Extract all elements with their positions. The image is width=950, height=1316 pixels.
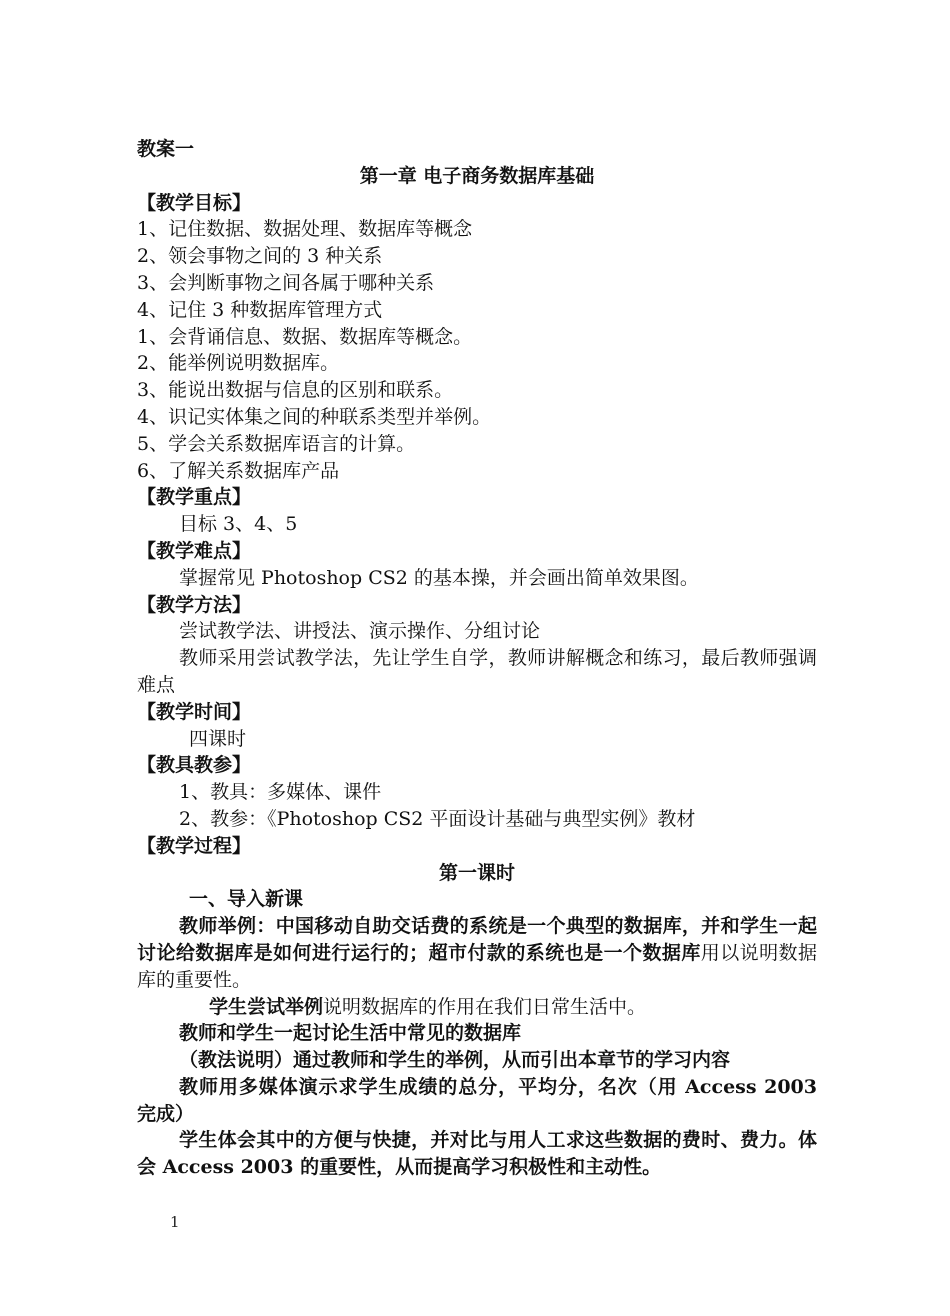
page-number: 1 — [170, 1213, 180, 1231]
goal-item: 4、识记实体集之间的种联系类型并举例。 — [137, 405, 492, 428]
materials-item-2: 2、教参：《Photoshop CS2 平面设计基础与典型实例》教材 — [179, 807, 696, 830]
goal-item: 1、会背诵信息、数据、数据库等概念。 — [137, 325, 473, 348]
time-text: 四课时 — [189, 727, 247, 750]
materials-item-1: 1、教具：多媒体、课件 — [179, 781, 382, 804]
section-heading-materials: 【教具教参】 — [137, 754, 252, 777]
chapter-title: 第一章 电子商务数据库基础 — [359, 164, 595, 187]
paragraph-1-normal: 用以说明数据库的重要性。 — [137, 941, 817, 991]
paragraph-2-normal: 说明数据库的作用在我们日常生活中。 — [323, 995, 647, 1018]
goal-item: 5、学会关系数据库语言的计算。 — [137, 432, 416, 455]
section-heading-difficulties: 【教学难点】 — [137, 539, 252, 562]
paragraph-2 — [137, 994, 817, 1021]
paragraph-1-bold: 教师举例：中国移动自助交话费的系统是一个典型的数据库，并和学生一起讨论给数据库是如何进行运行的；超市付款的系统也是一个数据库 — [137, 915, 817, 964]
paragraph-5: 教师用多媒体演示求学生成绩的总分，平均分，名次（用 Access 2003 完成） — [137, 1075, 817, 1125]
intro-heading: 一、导入新课 — [189, 888, 304, 911]
section-heading-methods: 【教学方法】 — [137, 593, 252, 616]
goal-item: 2、能举例说明数据库。 — [137, 352, 340, 375]
goal-item: 3、会判断事物之间各属于哪种关系 — [137, 271, 435, 294]
section-heading-process: 【教学过程】 — [137, 834, 252, 857]
section-heading-time: 【教学时间】 — [137, 700, 252, 723]
paragraph-3: 教师和学生一起讨论生活中常见的数据库 — [179, 1022, 522, 1045]
goal-item: 6、了解关系数据库产品 — [137, 459, 340, 482]
difficulties-text: 掌握常见 Photoshop CS2 的基本操，并会画出简单效果图。 — [179, 566, 699, 589]
lesson-label: 教案一 — [137, 138, 195, 160]
section-heading-key-points: 【教学重点】 — [137, 486, 252, 509]
goal-item: 1、记住数据、数据处理、数据库等概念 — [137, 218, 473, 241]
lesson1-title: 第一课时 — [438, 861, 515, 884]
paragraph-2-bold: 学生尝试举例 — [209, 995, 324, 1018]
methods-line-2: 教师采用尝试教学法，先让学生自学，教师讲解概念和练习，最后教师强调难点 — [137, 647, 817, 696]
paragraph-6: 学生体会其中的方便与快捷，并对比与用人工求这些数据的费时、费力。体会 Access 2003 的重要性，从而提高学习积极性和主动性。 — [137, 1129, 817, 1179]
methods-line-1: 尝试教学法、讲授法、演示操作、分组讨论 — [179, 620, 541, 643]
goal-item: 3、能说出数据与信息的区别和联系。 — [137, 379, 454, 402]
paragraph-1 — [137, 913, 817, 993]
paragraph-4: （教法说明）通过教师和学生的举例，从而引出本章节的学习内容 — [179, 1049, 731, 1072]
goal-item: 4、记住 3 种数据库管理方式 — [137, 298, 383, 321]
key-points-text: 目标 3、4、5 — [179, 513, 298, 536]
document-body — [137, 136, 817, 1181]
section-heading-goals: 【教学目标】 — [137, 191, 252, 214]
goal-item: 2、领会事物之间的 3 种关系 — [137, 245, 383, 268]
